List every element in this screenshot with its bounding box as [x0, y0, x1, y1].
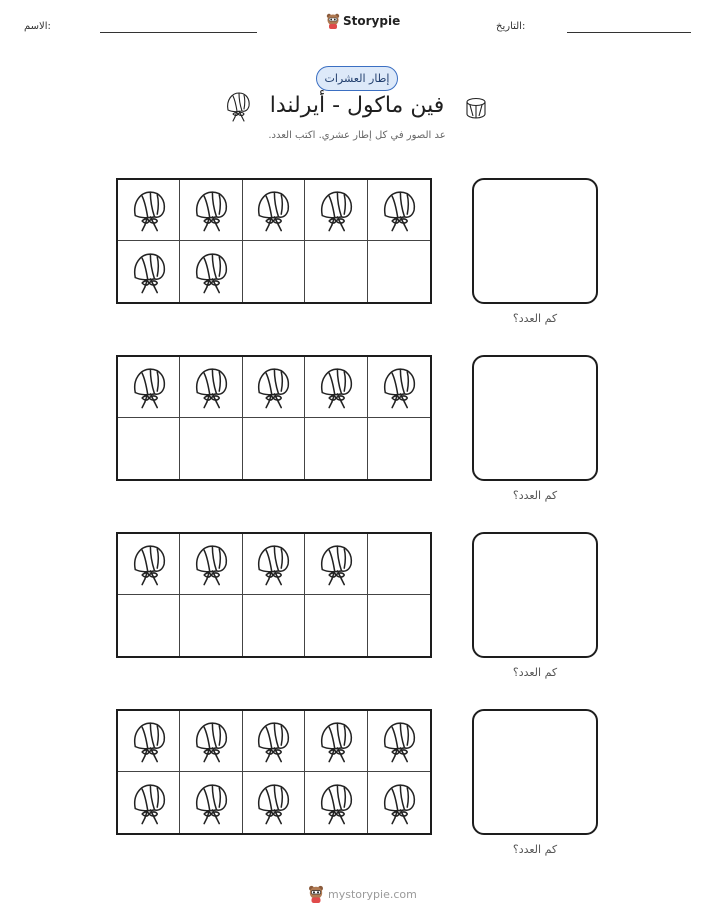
- date-label: التاريخ:: [496, 21, 526, 32]
- ten-frame-cell: [118, 772, 180, 833]
- bonnet-icon: [379, 781, 419, 825]
- ten-frame-cell: [118, 595, 180, 656]
- bonnet-icon: [316, 781, 356, 825]
- bonnet-icon: [253, 188, 293, 232]
- ten-frame: [116, 355, 432, 481]
- ten-frame: [116, 178, 432, 304]
- ten-frame-cell: [243, 241, 305, 302]
- bonnet-icon: [379, 365, 419, 409]
- bonnet-icon: [253, 719, 293, 763]
- bear-mascot-icon: [326, 13, 340, 29]
- bonnet-icon: [253, 781, 293, 825]
- ten-frame-cell: [305, 711, 367, 772]
- bonnet-icon: [191, 250, 231, 294]
- bonnet-icon: [191, 542, 231, 586]
- ten-frame-cell: [180, 180, 242, 241]
- ten-frame-cell: [305, 534, 367, 595]
- answer-box[interactable]: [472, 355, 598, 481]
- ten-frame-cell: [243, 418, 305, 479]
- ten-frame-cell: [118, 241, 180, 302]
- ten-frame-cell: [368, 357, 430, 418]
- answer-box[interactable]: [472, 178, 598, 304]
- bonnet-icon: [129, 781, 169, 825]
- answer-box[interactable]: [472, 709, 598, 835]
- drum-icon: [464, 96, 488, 120]
- footer: [308, 885, 417, 903]
- bonnet-icon: [253, 365, 293, 409]
- ten-frame-cell: [368, 711, 430, 772]
- bear-mascot-icon: [308, 885, 324, 903]
- ten-frame-cell: [368, 772, 430, 833]
- bonnet-icon: [129, 250, 169, 294]
- ten-frame-cell: [118, 357, 180, 418]
- ten-frame-cell: [243, 711, 305, 772]
- page-title: فين ماكول - أيرلندا: [269, 93, 445, 118]
- ten-frame-cell: [368, 180, 430, 241]
- ten-frame-cell: [243, 772, 305, 833]
- ten-frame-cell: [243, 180, 305, 241]
- bonnet-icon: [224, 90, 252, 122]
- ten-frame-cell: [368, 418, 430, 479]
- how-many-label: كم العدد؟: [512, 666, 558, 679]
- ten-frame: [116, 709, 432, 835]
- bonnet-icon: [129, 719, 169, 763]
- how-many-label: كم العدد؟: [512, 489, 558, 502]
- footer-url: mystorypie.com: [328, 887, 417, 901]
- ten-frame-cell: [180, 711, 242, 772]
- bonnet-icon: [316, 188, 356, 232]
- ten-frame-cell: [243, 534, 305, 595]
- bonnet-icon: [191, 188, 231, 232]
- ten-frame-cell: [118, 711, 180, 772]
- ten-frame-cell: [180, 534, 242, 595]
- brand-logo: [326, 13, 400, 29]
- brand-name: Storypie: [343, 14, 401, 28]
- ten-frame-cell: [368, 595, 430, 656]
- ten-frame-cell: [368, 534, 430, 595]
- bonnet-icon: [129, 188, 169, 232]
- ten-frame-cell: [305, 357, 367, 418]
- how-many-label: كم العدد؟: [512, 843, 558, 856]
- ten-frame-cell: [243, 357, 305, 418]
- instructions: عد الصور في كل إطار عشري. اكتب العدد.: [268, 130, 446, 141]
- answer-box[interactable]: [472, 532, 598, 658]
- bonnet-icon: [379, 719, 419, 763]
- bonnet-icon: [129, 542, 169, 586]
- ten-frame-cell: [180, 595, 242, 656]
- name-line[interactable]: [100, 32, 257, 33]
- ten-frame-cell: [180, 772, 242, 833]
- ten-frame-cell: [180, 241, 242, 302]
- ten-frame-cell: [118, 418, 180, 479]
- worksheet-type-badge: إطار العشرات: [316, 66, 398, 91]
- ten-frame-cell: [305, 595, 367, 656]
- ten-frame-cell: [180, 357, 242, 418]
- bonnet-icon: [191, 365, 231, 409]
- ten-frame-cell: [243, 595, 305, 656]
- ten-frame-cell: [118, 534, 180, 595]
- bonnet-icon: [191, 719, 231, 763]
- ten-frame-cell: [305, 241, 367, 302]
- bonnet-icon: [316, 365, 356, 409]
- ten-frame-cell: [180, 418, 242, 479]
- bonnet-icon: [253, 542, 293, 586]
- ten-frame-cell: [305, 180, 367, 241]
- ten-frame-cell: [118, 180, 180, 241]
- date-line[interactable]: [567, 32, 691, 33]
- bonnet-icon: [129, 365, 169, 409]
- ten-frame-cell: [368, 241, 430, 302]
- ten-frame-cell: [305, 418, 367, 479]
- name-label: الاسم:: [24, 21, 51, 32]
- ten-frame-cell: [305, 772, 367, 833]
- bonnet-icon: [316, 719, 356, 763]
- bonnet-icon: [191, 781, 231, 825]
- how-many-label: كم العدد؟: [512, 312, 558, 325]
- bonnet-icon: [379, 188, 419, 232]
- bonnet-icon: [316, 542, 356, 586]
- ten-frame: [116, 532, 432, 658]
